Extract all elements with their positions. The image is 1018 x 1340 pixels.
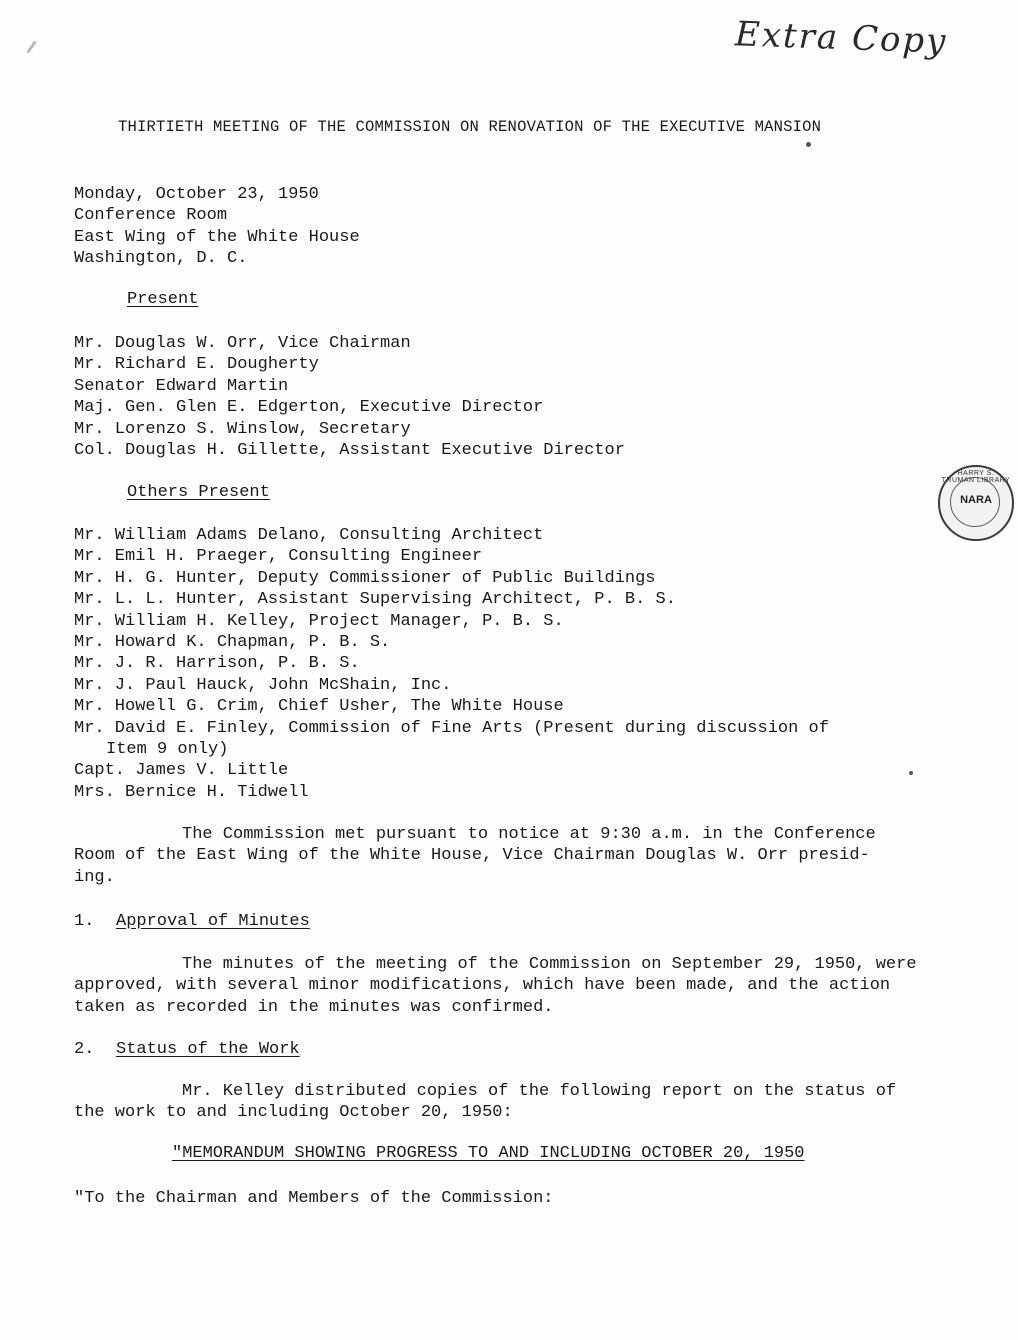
section-number: 1.	[74, 912, 95, 931]
present-item: Mr. Richard E. Dougherty	[74, 355, 319, 375]
memorandum-salutation	[74, 1188, 553, 1209]
section-2-paragraph	[74, 1081, 940, 1124]
stamp-center-text: NARA	[960, 494, 992, 506]
others-item: Mr. H. G. Hunter, Deputy Commissioner of Public Buildings	[74, 568, 656, 588]
present-heading: Present	[127, 290, 199, 309]
salutation-line: "To the Chairman and Members of the Commission:	[74, 1189, 554, 1208]
section-number: 2.	[74, 1040, 95, 1059]
others-item: Mr. William Adams Delano, Consulting Architect	[74, 526, 544, 545]
paper-speck	[909, 771, 913, 775]
meeting-room: Conference Room	[74, 206, 228, 226]
section-2-heading	[74, 1040, 300, 1059]
others-item: Mr. J. R. Harrison, P. B. S.	[74, 654, 360, 674]
paragraph-line: The minutes of the meeting of the Commission on September 29, 1950, were	[182, 955, 917, 974]
paragraph-line: Mr. Kelley distributed copies of the following report on the status of	[182, 1082, 897, 1101]
others-present-list	[74, 525, 940, 803]
others-item-continuation: Item 9 only)	[106, 740, 229, 760]
paragraph-line: approved, with several minor modifications, which have been made, and the action	[74, 976, 891, 996]
others-item: Mr. L. L. Hunter, Assistant Supervising Architect, P. B. S.	[74, 590, 676, 610]
paragraph-line: Room of the East Wing of the White House, Vice Chairman Douglas W. Orr presid-	[74, 846, 870, 866]
paragraph-line: The Commission met pursuant to notice at 9:30 a.m. in the Conference	[182, 825, 876, 844]
document-title: THIRTIETH MEETING OF THE COMMISSION ON RENOVATION OF THE EXECUTIVE MANSION	[118, 118, 822, 136]
meeting-building: East Wing of the White House	[74, 227, 360, 247]
others-item: Mr. William H. Kelley, Project Manager, P. B. S.	[74, 611, 564, 631]
section-1-paragraph	[74, 954, 940, 1018]
others-item: Mr. Howard K. Chapman, P. B. S.	[74, 633, 391, 653]
meeting-city: Washington, D. C.	[74, 249, 248, 269]
paragraph-line: taken as recorded in the minutes was confirmed.	[74, 997, 554, 1017]
section-1-heading	[74, 912, 310, 931]
meeting-info	[74, 184, 360, 270]
present-item: Mr. Douglas W. Orr, Vice Chairman	[74, 334, 411, 353]
others-item: Mr. Emil H. Praeger, Consulting Engineer	[74, 547, 483, 567]
paragraph-line: the work to and including October 20, 1950:	[74, 1103, 513, 1123]
meeting-date: Monday, October 23, 1950	[74, 185, 319, 204]
others-item: Mrs. Bernice H. Tidwell	[74, 782, 309, 802]
handwritten-annotation: Extra Copy	[734, 14, 949, 62]
paper-mark	[26, 40, 36, 53]
stamp-ring-text: HARRY S. TRUMAN LIBRARY	[941, 470, 1011, 484]
present-list	[74, 333, 625, 461]
present-item: Senator Edward Martin	[74, 376, 289, 396]
section-title: Status of the Work	[116, 1040, 300, 1059]
opening-paragraph	[74, 824, 940, 888]
others-item: Mr. David E. Finley, Commission of Fine Arts (Present during discussion of	[74, 718, 829, 738]
paragraph-line: ing.	[74, 867, 115, 887]
present-item: Maj. Gen. Glen E. Edgerton, Executive Director	[74, 398, 544, 418]
memorandum-heading: "MEMORANDUM SHOWING PROGRESS TO AND INCLUDING OCTOBER 20, 1950	[172, 1144, 805, 1163]
present-item: Col. Douglas H. Gillette, Assistant Executive Director	[74, 441, 625, 461]
others-item: Mr. Howell G. Crim, Chief Usher, The White House	[74, 697, 564, 717]
archive-stamp	[938, 465, 1014, 541]
others-present-heading: Others Present	[127, 483, 270, 502]
present-item: Mr. Lorenzo S. Winslow, Secretary	[74, 419, 411, 439]
others-item: Capt. James V. Little	[74, 761, 289, 781]
section-title: Approval of Minutes	[116, 912, 310, 931]
others-item: Mr. J. Paul Hauck, John McShain, Inc.	[74, 675, 452, 695]
paper-speck	[806, 142, 811, 147]
